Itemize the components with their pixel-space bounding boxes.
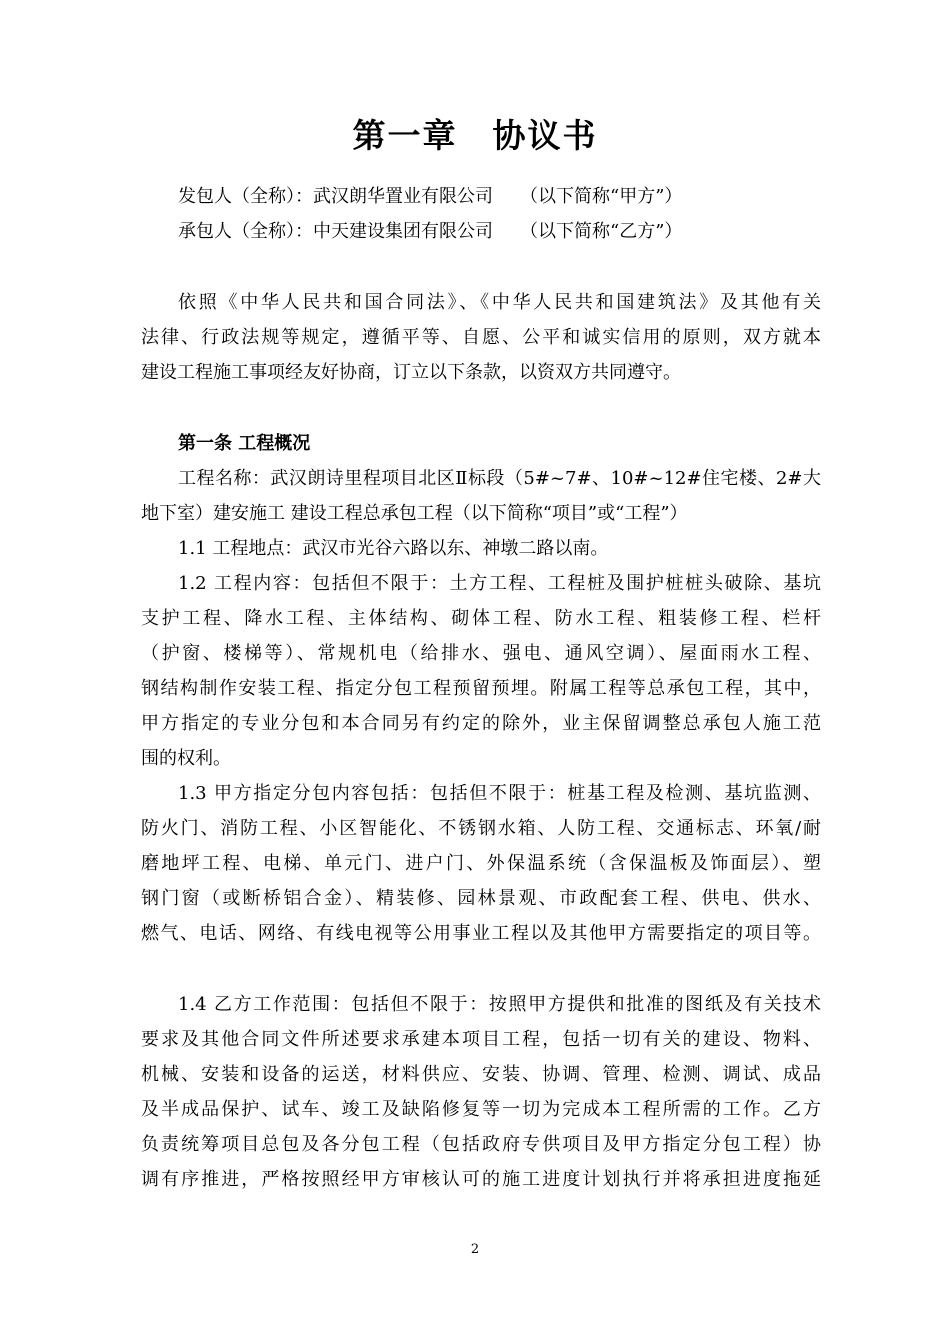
page-number: 2 (470, 1242, 480, 1257)
intro-line: 建设工程施工事项经友好协商，订立以下条款，以资双方共同遵守。 (141, 362, 681, 383)
project-name-line: 地下室）建安施工 建设工程总承包工程（以下简称“项目”或“工程”） (141, 503, 688, 524)
section-1-2-line: 1.2 工程内容：包括但不限于：土方工程、工程桩及围护桩桩头破除、基坑 (178, 573, 821, 594)
chapter-title: 第一章 协议书 (352, 116, 598, 155)
section-1-3-line: 磨地坪工程、电梯、单元门、进户门、外保温系统（含保温板及饰面层）、塑 (141, 853, 821, 874)
section-1-2-line: 围的权利。 (141, 748, 231, 769)
section-1-2-line: （护窗、楼梯等）、常规机电（给排水、强电、通风空调）、屋面雨水工程、 (141, 643, 821, 664)
section-1-4-line: 调有序推进，严格按照经甲方审核认可的施工进度计划执行并将承担进度拖延 (141, 1169, 821, 1190)
section-1-2-line: 支护工程、降水工程、主体结构、砌体工程、防水工程、粗装修工程、栏杆 (141, 608, 821, 629)
section-1-4-line: 负责统筹项目总包及各分包工程（包括政府专供项目及甲方指定分包工程）协 (141, 1134, 821, 1155)
intro-line: 依照《中华人民共和国合同法》、《中华人民共和国建筑法》及其他有关 (178, 292, 821, 313)
employer-line: 发包人（全称）：武汉朗华置业有限公司 （以下简称“甲方”） (178, 186, 683, 207)
section-1-2-line: 钢结构制作安装工程、指定分包工程预留预埋。附属工程等总承包工程，其中， (141, 678, 821, 699)
section-1-4-line: 1.4 乙方工作范围：包括但不限于：按照甲方提供和批准的图纸及有关技术 (178, 994, 821, 1015)
section-1-3-line: 1.3 甲方指定分包内容包括：包括但不限于：桩基工程及检测、基坑监测、 (178, 783, 821, 804)
section-1-4-line: 及半成品保护、试车、竣工及缺陷修复等一切为完成本工程所需的工作。乙方 (141, 1099, 821, 1120)
section-1-2-line: 甲方指定的专业分包和本合同另有约定的除外，业主保留调整总承包人施工范 (141, 713, 821, 734)
section-1-3-line: 钢门窗（或断桥铝合金）、精装修、园林景观、市政配套工程、供电、供水、 (141, 888, 821, 909)
article-heading: 第一条 工程概况 (178, 433, 311, 454)
contractor-line: 承包人（全称）：中天建设集团有限公司 （以下简称“乙方”） (178, 221, 683, 242)
section-1-4-line: 要求及其他合同文件所述要求承建本项目工程，包括一切有关的建设、物料、 (141, 1029, 821, 1050)
section-1-4-line: 机械、安装和设备的运送，材料供应、安装、协调、管理、检测、调试、成品 (141, 1064, 821, 1085)
project-name-line: 工程名称：武汉朗诗里程项目北区Ⅱ标段（5#~7#、10#~12#住宅楼、2#大 (178, 468, 821, 489)
section-1-3-line: 燃气、电话、网络、有线电视等公用事业工程以及其他甲方需要指定的项目等。 (141, 923, 821, 944)
intro-line: 法律、行政法规等规定，遵循平等、自愿、公平和诚实信用的原则，双方就本 (141, 327, 821, 348)
section-1-1: 1.1 工程地点：武汉市光谷六路以东、神墩二路以南。 (178, 538, 609, 559)
section-1-3-line: 防火门、消防工程、小区智能化、不锈钢水箱、人防工程、交通标志、环氧/耐 (141, 818, 821, 839)
